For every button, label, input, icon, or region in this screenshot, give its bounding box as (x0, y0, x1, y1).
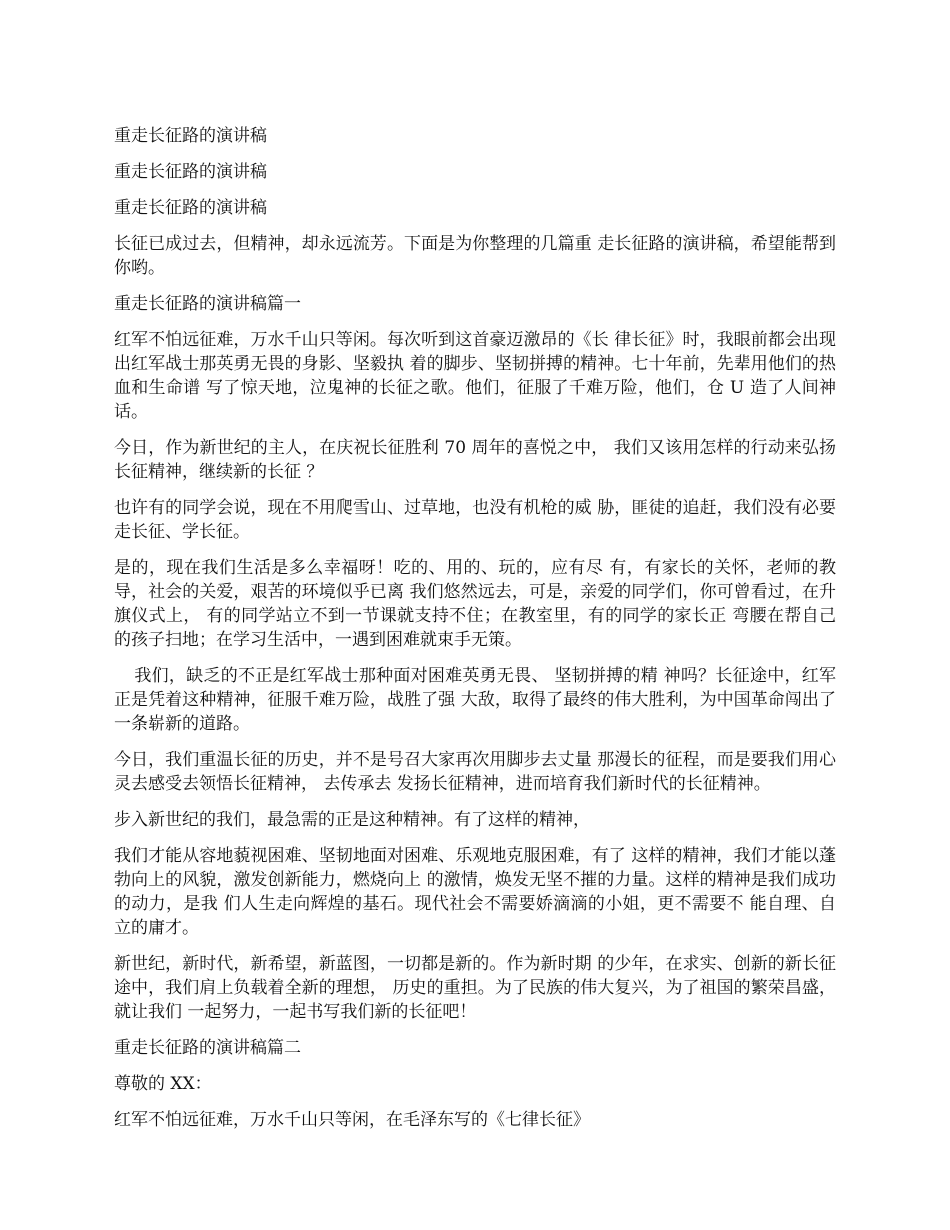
salutation: 尊敬的 XX： (114, 1074, 212, 1094)
paragraph-5: 我们，缺乏的不正是红军战士那种面对困难英勇无畏、 坚韧拼搏的精 神吗？长征途中，红军正是凭着这种精神，征服千难万险，战胜了强 大敌，取得了最终的伟大胜利，为中国革命闯出了一条崭新的道路。 (114, 666, 836, 734)
paragraph-2: 今日，作为新世纪的主人，在庆祝长征胜利 70 周年的喜悦之中， 我们又该用怎样的行动来弘扬长征精神，继续新的长征 ？ (114, 438, 836, 482)
intro-paragraph: 长征已成过去，但精神，却永远流芳。下面是为你整理的几篇重 走长征路的演讲稿，希望能帮到你哟。 (114, 234, 836, 278)
paragraph-4: 是的，现在我们生活是多么幸福呀！吃的、用的、玩的，应有尽 有，有家长的关怀，老师的教导，社会的关爱，艰苦的环境似乎已离 我们悠然远去，可是，亲爱的同学们，你可曾看过，在升旗仪式上， 有的同学站立不到一节课就支持不住；在教室里，有的同学的家长正 弯腰在帮自己的孩子扫地；在学习生活中，一遇到困难就束手无策。 (114, 558, 836, 650)
paragraph-3: 也许有的同学会说，现在不用爬雪山、过草地，也没有机枪的威 胁，匪徒的追赶，我们没有必要走长征、学长征。 (114, 498, 836, 542)
document-title: 重走长征路的演讲稿 (114, 126, 267, 146)
paragraph-8: 我们才能从容地藐视困难、坚韧地面对困难、乐观地克服困难，有了 这样的精神，我们才能以蓬勃向上的风貌，激发创新能力，燃烧向上 的激情，焕发无坚不摧的力量。这样的精神是我们成功的动力，是我 们人生走向辉煌的基石。现代社会不需要娇滴滴的小姐，更不需要不 能自理、自立的庸才。 (114, 846, 836, 938)
paragraph-9: 新世纪，新时代，新希望，新蓝图，一切都是新的。作为新时期 的少年，在求实、创新的新长征途中，我们肩上负载着全新的理想， 历史的重担。为了民族的伟大复兴，为了祖国的繁荣昌盛，就让我们 一起努力，一起书写我们新的长征吧！ (114, 954, 836, 1022)
paragraph-7: 步入新世纪的我们，最急需的正是这种精神。有了这样的精神， (114, 810, 590, 830)
section-one-heading: 重走长征路的演讲稿篇一 (114, 294, 301, 314)
section-two-heading: 重走长征路的演讲稿篇二 (114, 1038, 301, 1058)
document-title-repeat-1: 重走长征路的演讲稿 (114, 162, 267, 182)
paragraph-10: 红军不怕远征难，万水千山只等闲，在毛泽东写的《七律长征》 (114, 1110, 590, 1130)
paragraph-6: 今日，我们重温长征的历史，并不是号召大家再次用脚步去丈量 那漫长的征程，而是要我们用心灵去感受去领悟长征精神， 去传承去 发扬长征精神，进而培育我们新时代的长征精神。 (114, 750, 836, 794)
document-page (114, 124, 836, 1144)
document-title-repeat-2: 重走长征路的演讲稿 (114, 198, 267, 218)
paragraph-1: 红军不怕远征难，万水千山只等闲。每次听到这首豪迈激昂的《长 律长征》时，我眼前都会出现出红军战士那英勇无畏的身影、坚毅执 着的脚步、坚韧拼搏的精神。七十年前，先辈用他们的热血和生命谱 写了惊天地，泣鬼神的长征之歌。他们，征服了千难万险，他们，仓 U 造了人间神话。 (114, 330, 836, 422)
